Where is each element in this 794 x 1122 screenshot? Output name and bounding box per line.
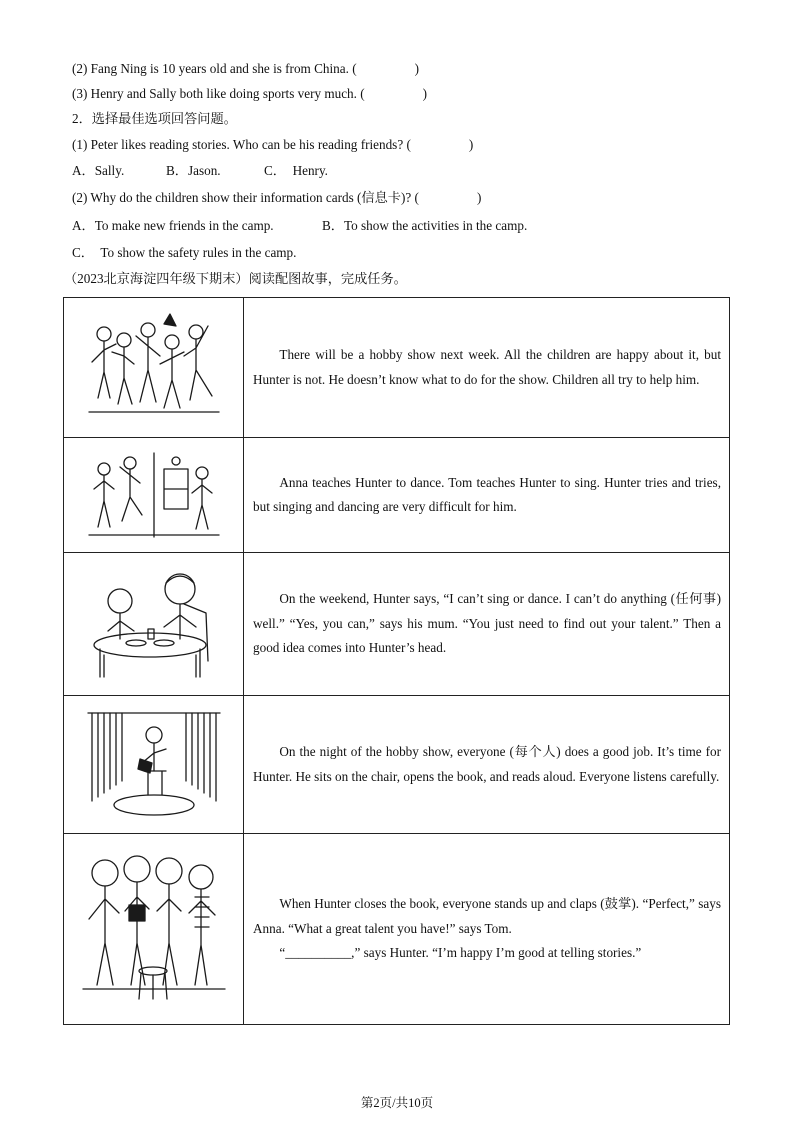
story-text-cell — [244, 834, 730, 1025]
story-table — [63, 297, 730, 1025]
story-paragraph: There will be a hobby show next week. All the children are happy about it, but Hunter is not. He doesn’t know what to do for the show. Children all try to help him. — [253, 347, 721, 387]
story-paragraph-blank: “__________,” says Hunter. “I’m happy I’m good at telling stories.” — [279, 945, 642, 961]
section-heading: （2023北京海淀四年级下期末）阅读配图故事，完成任务。 — [64, 271, 407, 286]
question-line: (2) Fang Ning is 10 years old and she is from China. ( ) — [72, 61, 419, 76]
dance-sing-lesson-illustration — [84, 449, 224, 541]
option-c: C． To show the safety rules in the camp. — [72, 245, 297, 260]
story-paragraph: When Hunter closes the book, everyone stands up and claps (鼓掌). “Perfect,” says Anna. “What a great talent you have!” says Tom. — [253, 896, 721, 936]
story-row — [64, 834, 730, 1025]
question-line: (3) Henry and Sally both like doing sports very much. ( ) — [72, 86, 428, 101]
picture-cell — [64, 696, 244, 834]
option-b: B．Jason. — [166, 163, 221, 178]
story-row — [64, 553, 730, 696]
story-text-cell — [244, 553, 730, 696]
story-text-cell — [244, 298, 730, 438]
picture-cell — [64, 834, 244, 1025]
story-paragraph: On the weekend, Hunter says, “I can’t sing or dance. I can’t do anything (任何事) well.” “Yes, you can,” says his mum. “You just need to find out your talent.” Then a good idea comes into Hunter’s head. — [253, 591, 721, 656]
question-line: (1) Peter likes reading stories. Who can be his reading friends? ( ) — [72, 137, 474, 152]
picture-cell — [64, 438, 244, 553]
question-line: (2) Why do the children show their information cards (信息卡)? ( ) — [72, 190, 482, 205]
story-paragraph: Anna teaches Hunter to dance. Tom teaches Hunter to sing. Hunter tries and tries, but singing and dancing are very difficult for him. — [253, 474, 721, 514]
option-b: B．To show the activities in the camp. — [322, 218, 528, 233]
option-a: A．To make new friends in the camp. — [72, 218, 274, 233]
page-footer: 第2页/共10页 — [360, 1096, 434, 1110]
children-group-illustration — [84, 312, 224, 424]
dinner-table-illustration — [84, 565, 224, 683]
story-row — [64, 438, 730, 553]
stage-reading-illustration — [84, 709, 224, 821]
picture-cell — [64, 553, 244, 696]
children-clapping-illustration — [79, 849, 229, 1009]
story-text-cell — [244, 696, 730, 834]
section-subtitle: 2．选择最佳选项回答问题。 — [72, 111, 237, 126]
story-row — [64, 298, 730, 438]
option-c: C． Henry. — [264, 163, 328, 178]
option-a: A．Sally. — [72, 163, 125, 178]
story-text-cell — [244, 438, 730, 553]
story-paragraph: On the night of the hobby show, everyone (每个人) does a good job. It’s time for Hunter. He sits on the chair, opens the book, and reads aloud. Everyone listens carefully. — [253, 744, 721, 784]
story-row — [64, 696, 730, 834]
picture-cell — [64, 298, 244, 438]
